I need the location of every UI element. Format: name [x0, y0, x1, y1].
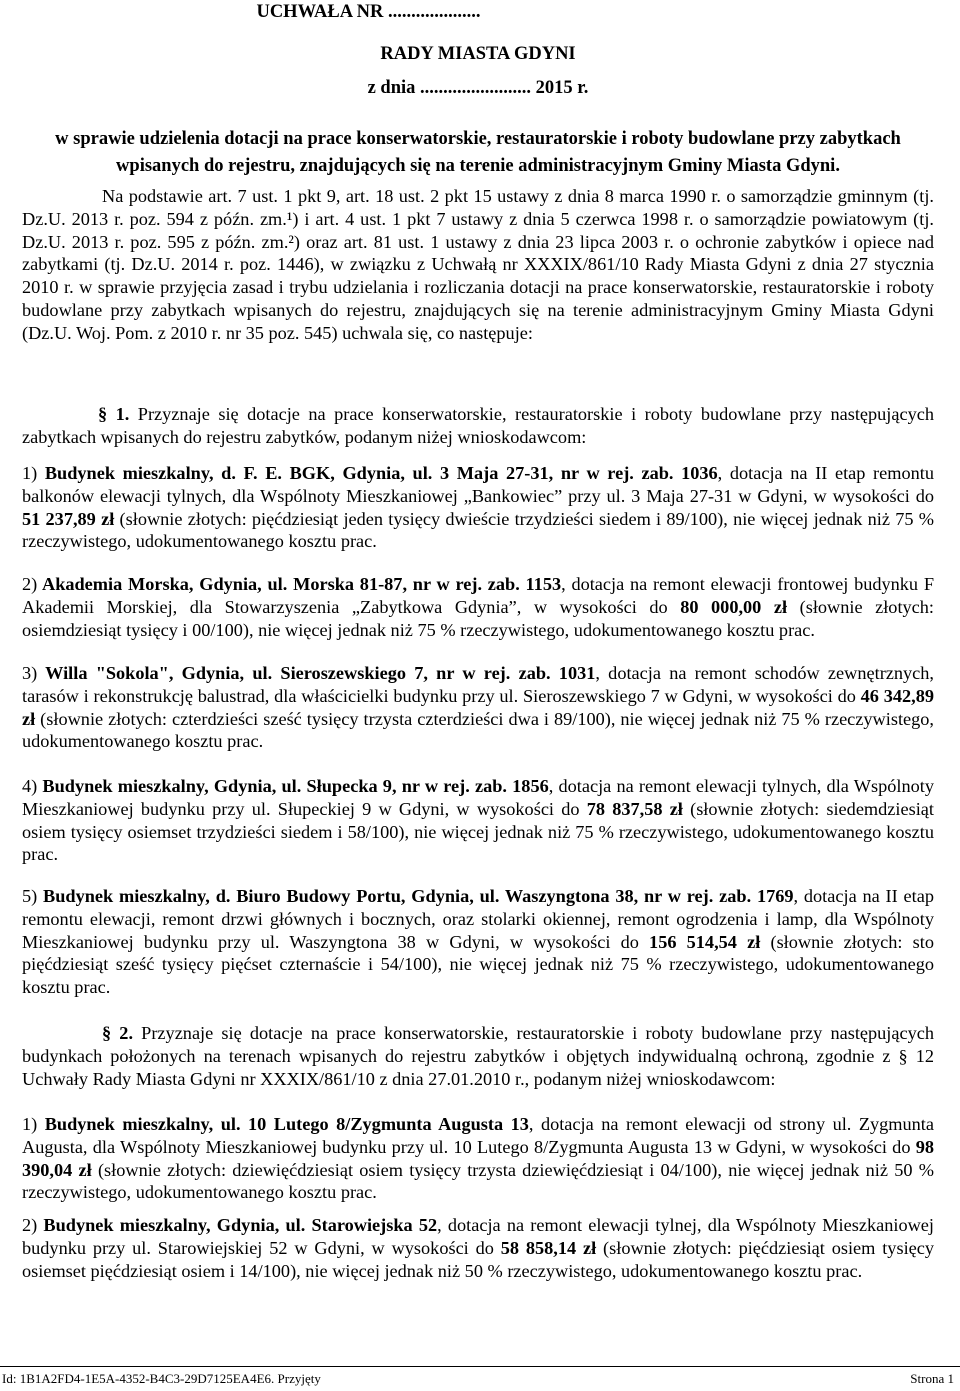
item-number: 1)	[22, 1114, 38, 1134]
item-heading: Budynek mieszkalny, Gdynia, ul. Starowiejska 52	[37, 1215, 438, 1235]
item-number: 2)	[22, 574, 38, 594]
page-number: Strona 1	[910, 1371, 954, 1386]
item-amount: 46 342,89 zł	[22, 685, 934, 729]
resolution-date: z dnia ........................ 2015 r.	[367, 78, 589, 98]
item-tail: (słownie złotych: osiemdziesiąt tysięcy i 00/100), nie więcej jednak niż 75 % rzeczywistego, udokumentowanego kosztu prac.	[22, 596, 935, 640]
section-1-item	[22, 775, 934, 866]
item-tail: (słownie złotych: pięćdziesiąt osiem tysięcy osiemset pięćdziesiąt osiem i 14/100), nie więcej jednak niż 50 % rzeczywistego, udokumentowanego kosztu prac.	[22, 1237, 935, 1281]
section-1-item	[22, 462, 934, 553]
item-number: 1)	[22, 463, 38, 483]
item-tail: (słownie złotych: siedemdziesiąt osiem tysięcy osiemset trzydzieści siedem i 58/100), nie więcej jednak niż 75 % rzeczywistego, udokumentowanego kosztu prac.	[22, 798, 934, 865]
item-amount: 78 837,58 zł	[586, 798, 683, 819]
item-text: , dotacja na remont elewacji od strony ul. Zygmunta Augusta, dla Wspólnoty Mieszkaniowej budynku przy ul. 10 Lutego 8/Zygmunta Augusta 13 w Gdyni, w wysokości do	[22, 1114, 934, 1157]
item-heading: Willa "Sokola", Gdynia, ul. Sieroszewskiego 7, nr w rej. zab. 1031	[37, 663, 596, 683]
item-amount: 98 390,04 zł	[22, 1136, 934, 1180]
item-amount: 156 514,54 zł	[649, 931, 761, 952]
item-text: , dotacja na remont elewacji tylnych, dla Wspólnoty Mieszkaniowej budynku przy ul. Słupeckiej 9 w Gdyni, w wysokości do	[22, 776, 934, 819]
legal-basis-paragraph: Na podstawie art. 7 ust. 1 pkt 9, art. 18 ust. 2 pkt 15 ustawy z dnia 8 marca 1990 r. o samorządzie gminnym (tj. Dz.U. 2013 r. poz. 594 z późn. zm.¹) i art. 4 ust. 1 pkt 7 ustawy z dnia 5 czerwca 1998 r. o samorządzie powiatowym (tj. Dz.U. 2013 r. poz. 595 z późn. zm.²) oraz art. 81 ust. 1 ustawy z dnia 23 lipca 2003 r. o ochronie zabytków i opiece nad zabytkami (tj. Dz.U. 2014 r. poz. 1446), w związku z Uchwałą nr XXXIX/861/10 Rady Miasta Gdyni z dnia 27 stycznia 2010 r. w sprawie przyjęcia zasad i trybu udzielania i rozliczania dotacji na prace konserwatorskie, restauratorskie i roboty budowlane przy zabytkach wpisanych do rejestru, znajdujących się na terenie administracyjnym Gminy Miasta Gdyni (Dz.U. Woj. Pom. z 2010 r. nr 35 poz. 545) uchwala się, co następuje:	[22, 186, 934, 343]
item-heading: Budynek mieszkalny, Gdynia, ul. Słupecka 9, nr w rej. zab. 1856	[37, 776, 549, 796]
section-2-item	[22, 1113, 934, 1204]
section-1-intro	[22, 403, 934, 449]
section-1-item	[22, 885, 934, 999]
item-heading: Akademia Morska, Gdynia, ul. Morska 81-87, nr w rej. zab. 1153	[37, 574, 562, 594]
item-text: , dotacja na II etap remontu balkonów elewacji tylnych, dla Wspólnoty Mieszkaniowej „Bankowiec” przy ul. 3 Maja 27-31 w Gdyni, w wysokości do	[22, 463, 934, 506]
resolution-title: w sprawie udzielenia dotacji na prace konserwatorskie, restauratorskie i roboty budowlane przy zabytkach wpisanych do rejestru, znajdujących się na terenie administracyjnym Gminy Miasta Gdyni.	[55, 129, 901, 176]
item-number: 3)	[22, 663, 38, 683]
section-2-intro	[22, 1022, 934, 1090]
footer-divider	[0, 1366, 960, 1367]
section-2-item	[22, 1214, 934, 1282]
item-tail: (słownie złotych: sto pięćdziesiąt sześć tysięcy pięćset czternaście i 54/100), nie więcej jednak niż 75 % rzeczywistego, udokumentowanego kosztu prac.	[22, 931, 935, 998]
item-number: 5)	[22, 886, 38, 906]
item-tail: (słownie złotych: czterdzieści sześć tysięcy trzysta czterdzieści dwa i 89/100), nie więcej jednak niż 75 % rzeczywistego, udokumentowanego kosztu prac.	[22, 708, 934, 752]
item-text: , dotacja na remont elewacji tylnej, dla Wspólnoty Mieszkaniowej budynku przy ul. Starowiejskiej 52 w Gdyni, w wysokości do	[22, 1215, 934, 1258]
resolution-number: UCHWAŁA NR ....................	[256, 2, 481, 22]
council-name: RADY MIASTA GDYNI	[380, 44, 576, 64]
item-text: , dotacja na remont elewacji frontowej budynku F Akademii Morskiej, dla Stowarzyszenia „Zabytkowa Gdynia”, w wysokości do	[22, 574, 934, 617]
item-amount: 51 237,89 zł	[22, 508, 115, 529]
item-amount: 80 000,00 zł	[680, 596, 788, 617]
section-2-mark: § 2.	[102, 1023, 134, 1043]
item-heading: Budynek mieszkalny, d. F. E. BGK, Gdynia, ul. 3 Maja 27-31, nr w rej. zab. 1036	[37, 463, 718, 483]
item-amount: 58 858,14 zł	[500, 1237, 597, 1258]
section-2-text: Przyznaje się dotacje na prace konserwatorskie, restauratorskie i roboty budowlane przy następujących budynkach położonych na terenach wpisanych do rejestru zabytków i objętych indywidualną ochroną, zgodnie z § 12 Uchwały Rady Miasta Gdyni nr XXXIX/861/10 z dnia 27.01.2010 r., podanym niżej wnioskodawcom:	[22, 1023, 934, 1089]
item-text: , dotacja na II etap remontu elewacji, remont drzwi głównych i bocznych, oraz stolarki okiennej, remont ogrodzenia i lamp, dla Wspólnoty Mieszkaniowej budynku przy ul. Waszyngtona 38 w Gdyni, w wysokości do	[22, 886, 934, 952]
item-number: 2)	[22, 1215, 38, 1235]
section-1-item	[22, 662, 934, 753]
item-text: , dotacja na remont schodów zewnętrznych, tarasów i rekonstrukcję balustrad, dla właścicielki budynku przy ul. Sieroszewskiego 7 w Gdyni, w wysokości do	[22, 663, 934, 706]
item-heading: Budynek mieszkalny, d. Biuro Budowy Portu, Gdynia, ul. Waszyngtona 38, nr w rej. zab. 1769	[37, 886, 794, 906]
document-id: Id: 1B1A2FD4-1E5A-4352-B4C3-29D7125EA4E6. Przyjęty	[2, 1371, 321, 1386]
item-number: 4)	[22, 776, 38, 796]
section-1-item	[22, 573, 934, 641]
section-1-mark: § 1.	[98, 404, 130, 424]
item-tail: (słownie złotych: pięćdziesiąt jeden tysięcy dwieście trzydzieści siedem i 89/100), nie więcej jednak niż 75 % rzeczywistego, udokumentowanego kosztu prac.	[22, 508, 935, 552]
item-tail: (słownie złotych: dziewięćdziesiąt osiem tysięcy trzysta dziewięćdziesiąt i 04/100), nie więcej jednak niż 50 % rzeczywistego, udokumentowanego kosztu prac.	[22, 1159, 934, 1203]
item-heading: Budynek mieszkalny, ul. 10 Lutego 8/Zygmunta Augusta 13	[37, 1114, 529, 1134]
section-1-text: Przyznaje się dotacje na prace konserwatorskie, restauratorskie i roboty budowlane przy następujących zabytkach wpisanych do rejestru zabytków, podanym niżej wnioskodawcom:	[22, 404, 934, 447]
